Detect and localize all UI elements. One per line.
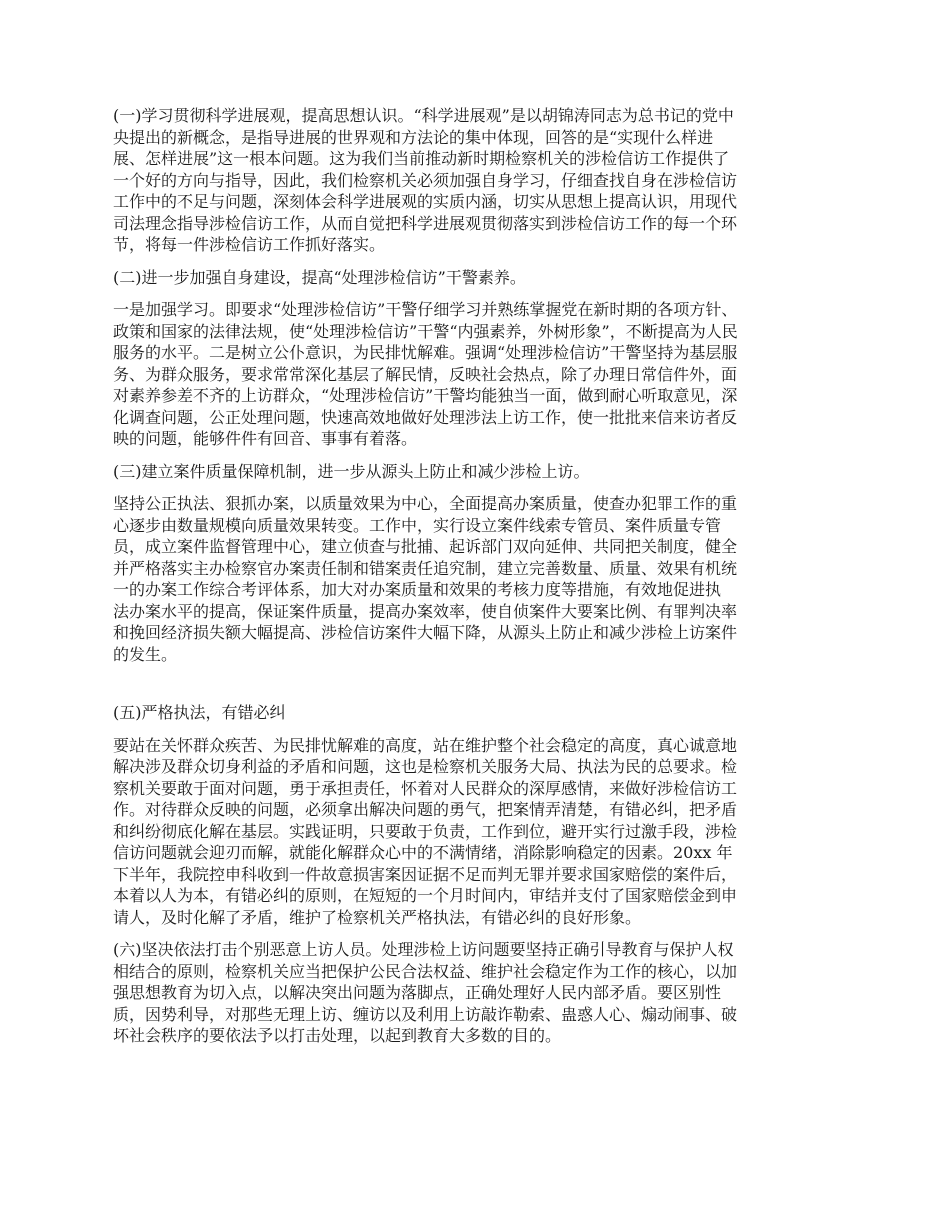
heading-case-quality-mechanism: (三)建立案件质量保障机制，进一步从源头上防止和减少涉检上访。: [113, 461, 590, 481]
paragraph-fair-law-enforcement: 坚持公正执法、狠抓办案，以质量效果为中心，全面提高办案质量，使查办犯罪工作的重 心逐步由数量规模向质量效果转变。工作中，实行设立案件线索专管员、案件质量专管 员，成立案件监督管理中心，建立侦查与批捕、起诉部门双向延伸、共同把关制度，健全 并严格落实主办检察官办案责任制和错案责任追究制，建立完善数量、质量、效果有机统 一的办案工作综合考评体系，加大对办案质量和效果的考核力度等措施，有效地促进执 法办案水平的提高，保证案件质量，提高办案效率，使自侦案件大要案比例、有罪判决率 和挽回经济损失额大幅提高、涉检信访案件大幅下降，从源头上防止和减少涉检上访案件 的发生。: [113, 494, 738, 664]
document-body: [113, 105, 840, 1047]
paragraph-study-scientific-development: (一)学习贯彻科学进展观，提高思想认识。“科学进展观”是以胡锦涛同志为总书记的党中 央提出的新概念，是指导进展的世界观和方法论的集中体现，回答的是“实现什么样进 展、怎样进展”这一根本问题。这为我们当前推动新时期检察机关的涉检信访工作提供了 一个好的方向与指导，因此，我们检察机关必须加强自身学习，仔细查找自身在涉检信访 工作中的不足与问题，深刻体会科学进展观的实质内涵，切实从思想上提高认识，用现代 司法理念指导涉检信访工作，从而自觉把科学进展观贯彻落实到涉检信访工作的每一个环 节，将每一件涉检信访工作抓好落实。: [113, 106, 738, 254]
paragraph-crack-down-malicious-petitions: (六)坚决依法打击个别恶意上访人员。处理涉检上访问题要坚持正确引导教育与保护人权 相结合的原则，检察机关应当把保护公民合法权益、维护社会稳定作为工作的核心，以加 强思想教育为切入点，以解决突出问题为落脚点，正确处理好人民内部矛盾。要区别性 质，因势利导，对那些无理上访、缠访以及利用上访敲诈勒索、蛊惑人心、煽动闹事、破 坏社会秩序的要依法予以打击处理，以起到教育大多数的目的。: [113, 940, 738, 1045]
paragraph-care-for-masses: 要站在关怀群众疾苦、为民排忧解难的高度，站在维护整个社会稳定的高度，真心诚意地 解决涉及群众切身利益的矛盾和问题，这也是检察机关服务大局、执法为民的总要求。检 察机关要敢于面对问题，勇于承担责任，怀着对人民群众的深厚感情，来做好涉检信访工 作。对待群众反映的问题，必须拿出解决问题的勇气，把案情弄清楚，有错必纠，把矛盾 和纠纷彻底化解在基层。实践证明，只要敢于负责，工作到位，避开实行过激手段，涉检 信访问题就会迎刃而解，就能化解群众心中的不满情绪，消除影响稳定的因素。20xx 年 下半年，我院控申科收到一件故意损害案因证据不足而判无罪并要求国家赔偿的案件后， 本着以人为本，有错必纠的原则，在短短的一个月时间内，审结并支付了国家赔偿金到申 请人，及时化解了矛盾，维护了检察机关严格执法，有错必纠的良好形象。: [113, 735, 738, 927]
paragraph-strengthen-learning: 一是加强学习。即要求“处理涉检信访”干警仔细学习并熟练掌握党在新时期的各项方针、 政策和国家的法律法规，使“处理涉检信访”干警“内强素养，外树形象”，不断提高为人民 服务的水平。二是树立公仆意识，为民排忧解难。强调“处理涉检信访”干警坚持为基层服 务、为群众服务，要求常常深化基层了解民情，反映社会热点，除了办理日常信件外，面 对素养参差不齐的上访群众，“处理涉检信访”干警均能独当一面，做到耐心听取意见，深 化调查问题，公正处理问题，快速高效地做好处理涉法上访工作，使一批批来信来访者反 映的问题，能够件件有回音、事事有着落。: [113, 300, 738, 448]
heading-self-construction: (二)进一步加强自身建设，提高“处理涉检信访”干警素养。: [113, 267, 526, 287]
heading-strict-enforcement: (五)严格执法，有错必纠: [113, 703, 286, 722]
